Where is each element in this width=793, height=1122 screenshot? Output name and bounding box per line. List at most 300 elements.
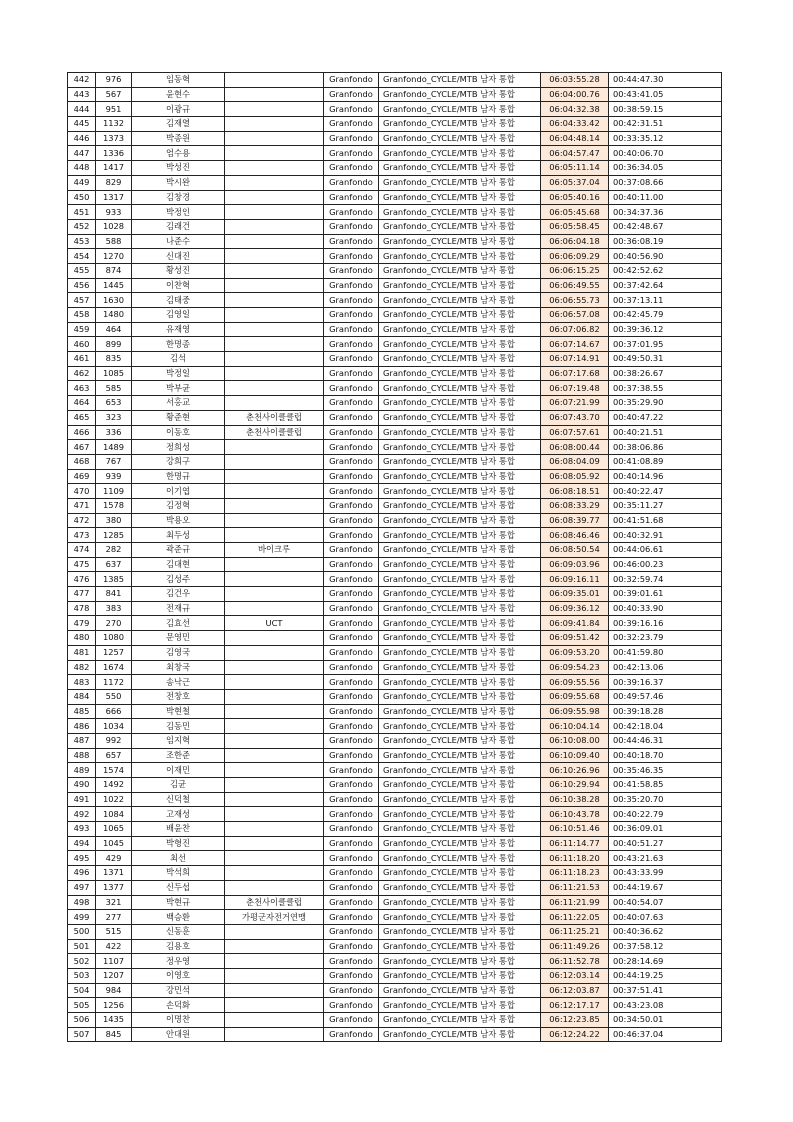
category-cell: Granfondo_CYCLE/MTB 남자 통합 [379, 219, 541, 234]
category-cell: Granfondo_CYCLE/MTB 남자 통합 [379, 660, 541, 675]
record-time-cell: 00:35:20.70 [609, 792, 722, 807]
record-time-cell: 00:43:41.05 [609, 87, 722, 102]
bib-cell: 874 [96, 263, 132, 278]
name-cell: 송낙근 [132, 675, 225, 690]
name-cell: 고재성 [132, 807, 225, 822]
record-time-cell: 00:40:22.79 [609, 807, 722, 822]
table-row [68, 205, 722, 220]
rank-cell: 453 [68, 234, 96, 249]
category-cell: Granfondo_CYCLE/MTB 남자 통합 [379, 117, 541, 132]
name-cell: 김성주 [132, 572, 225, 587]
name-cell: 김정혁 [132, 498, 225, 513]
table-row [68, 352, 722, 367]
bib-cell: 767 [96, 454, 132, 469]
name-cell: 강희구 [132, 454, 225, 469]
rank-cell: 501 [68, 939, 96, 954]
bib-cell: 1080 [96, 631, 132, 646]
rank-cell: 454 [68, 249, 96, 264]
table-row [68, 337, 722, 352]
table-row [68, 381, 722, 396]
rank-cell: 495 [68, 851, 96, 866]
bib-cell: 653 [96, 396, 132, 411]
finish-time-cell: 06:03:55.28 [541, 73, 609, 88]
club-cell [225, 234, 324, 249]
name-cell: 곽준규 [132, 543, 225, 558]
rank-cell: 490 [68, 778, 96, 793]
bib-cell: 270 [96, 616, 132, 631]
course-cell: Granfondo [324, 337, 379, 352]
category-cell: Granfondo_CYCLE/MTB 남자 통합 [379, 733, 541, 748]
table-row [68, 410, 722, 425]
category-cell: Granfondo_CYCLE/MTB 남자 통합 [379, 572, 541, 587]
course-cell: Granfondo [324, 924, 379, 939]
category-cell: Granfondo_CYCLE/MTB 남자 통합 [379, 308, 541, 323]
club-cell [225, 366, 324, 381]
finish-time-cell: 06:04:57.47 [541, 146, 609, 161]
record-time-cell: 00:44:19.25 [609, 968, 722, 983]
club-cell [225, 454, 324, 469]
bib-cell: 1109 [96, 484, 132, 499]
club-cell [225, 968, 324, 983]
rank-cell: 479 [68, 616, 96, 631]
club-cell [225, 322, 324, 337]
club-cell [225, 675, 324, 690]
name-cell: 박형진 [132, 836, 225, 851]
category-cell: Granfondo_CYCLE/MTB 남자 통합 [379, 748, 541, 763]
rank-cell: 493 [68, 822, 96, 837]
finish-time-cell: 06:10:09.40 [541, 748, 609, 763]
category-cell: Granfondo_CYCLE/MTB 남자 통합 [379, 645, 541, 660]
table-row [68, 968, 722, 983]
name-cell: 이찬혁 [132, 278, 225, 293]
record-time-cell: 00:40:14.96 [609, 469, 722, 484]
rank-cell: 483 [68, 675, 96, 690]
course-cell: Granfondo [324, 733, 379, 748]
record-time-cell: 00:42:31.51 [609, 117, 722, 132]
name-cell: 임동혁 [132, 73, 225, 88]
finish-time-cell: 06:10:08.00 [541, 733, 609, 748]
table-row [68, 234, 722, 249]
club-cell [225, 131, 324, 146]
table-row [68, 249, 722, 264]
category-cell: Granfondo_CYCLE/MTB 남자 통합 [379, 528, 541, 543]
course-cell: Granfondo [324, 660, 379, 675]
rank-cell: 480 [68, 631, 96, 646]
rank-cell: 482 [68, 660, 96, 675]
category-cell: Granfondo_CYCLE/MTB 남자 통합 [379, 778, 541, 793]
name-cell: 이동호 [132, 425, 225, 440]
course-cell: Granfondo [324, 968, 379, 983]
record-time-cell: 00:40:51.27 [609, 836, 722, 851]
category-cell: Granfondo_CYCLE/MTB 남자 통합 [379, 131, 541, 146]
record-time-cell: 00:42:48.67 [609, 219, 722, 234]
category-cell: Granfondo_CYCLE/MTB 남자 통합 [379, 704, 541, 719]
course-cell: Granfondo [324, 278, 379, 293]
record-time-cell: 00:40:07.63 [609, 910, 722, 925]
finish-time-cell: 06:08:39.77 [541, 513, 609, 528]
finish-time-cell: 06:07:17.68 [541, 366, 609, 381]
finish-time-cell: 06:09:55.56 [541, 675, 609, 690]
bib-cell: 829 [96, 175, 132, 190]
club-cell [225, 278, 324, 293]
record-time-cell: 00:43:23.08 [609, 998, 722, 1013]
name-cell: 박용오 [132, 513, 225, 528]
record-time-cell: 00:40:33.90 [609, 601, 722, 616]
category-cell: Granfondo_CYCLE/MTB 남자 통합 [379, 337, 541, 352]
record-time-cell: 00:35:29.90 [609, 396, 722, 411]
bib-cell: 321 [96, 895, 132, 910]
record-time-cell: 00:35:46.35 [609, 763, 722, 778]
name-cell: 박시완 [132, 175, 225, 190]
table-row [68, 704, 722, 719]
rank-cell: 452 [68, 219, 96, 234]
category-cell: Granfondo_CYCLE/MTB 남자 통합 [379, 968, 541, 983]
bib-cell: 1574 [96, 763, 132, 778]
record-time-cell: 00:33:35.12 [609, 131, 722, 146]
course-cell: Granfondo [324, 587, 379, 602]
table-row [68, 498, 722, 513]
rank-cell: 486 [68, 719, 96, 734]
club-cell [225, 748, 324, 763]
rank-cell: 503 [68, 968, 96, 983]
record-time-cell: 00:44:19.67 [609, 880, 722, 895]
bib-cell: 1317 [96, 190, 132, 205]
table-row [68, 645, 722, 660]
table-row [68, 587, 722, 602]
record-time-cell: 00:32:23.79 [609, 631, 722, 646]
category-cell: Granfondo_CYCLE/MTB 남자 통합 [379, 102, 541, 117]
name-cell: 서홍교 [132, 396, 225, 411]
finish-time-cell: 06:09:51.42 [541, 631, 609, 646]
course-cell: Granfondo [324, 175, 379, 190]
name-cell: 백승환 [132, 910, 225, 925]
rank-cell: 467 [68, 440, 96, 455]
rank-cell: 458 [68, 308, 96, 323]
category-cell: Granfondo_CYCLE/MTB 남자 통합 [379, 278, 541, 293]
finish-time-cell: 06:11:25.21 [541, 924, 609, 939]
bib-cell: 1256 [96, 998, 132, 1013]
finish-time-cell: 06:11:22.05 [541, 910, 609, 925]
finish-time-cell: 06:06:15.25 [541, 263, 609, 278]
category-cell: Granfondo_CYCLE/MTB 남자 통합 [379, 352, 541, 367]
club-cell [225, 689, 324, 704]
course-cell: Granfondo [324, 190, 379, 205]
record-time-cell: 00:38:06.86 [609, 440, 722, 455]
course-cell: Granfondo [324, 954, 379, 969]
course-cell: Granfondo [324, 102, 379, 117]
rank-cell: 502 [68, 954, 96, 969]
name-cell: 이명찬 [132, 1013, 225, 1028]
bib-cell: 464 [96, 322, 132, 337]
name-cell: 엄수용 [132, 146, 225, 161]
rank-cell: 494 [68, 836, 96, 851]
course-cell: Granfondo [324, 117, 379, 132]
table-row [68, 219, 722, 234]
finish-time-cell: 06:09:36.12 [541, 601, 609, 616]
club-cell [225, 381, 324, 396]
finish-time-cell: 06:09:55.98 [541, 704, 609, 719]
finish-time-cell: 06:11:14.77 [541, 836, 609, 851]
rank-cell: 463 [68, 381, 96, 396]
bib-cell: 567 [96, 87, 132, 102]
finish-time-cell: 06:08:46.46 [541, 528, 609, 543]
course-cell: Granfondo [324, 425, 379, 440]
table-row [68, 631, 722, 646]
bib-cell: 845 [96, 1027, 132, 1042]
table-row [68, 161, 722, 176]
rank-cell: 492 [68, 807, 96, 822]
rank-cell: 484 [68, 689, 96, 704]
name-cell: 김동민 [132, 719, 225, 734]
rank-cell: 481 [68, 645, 96, 660]
bib-cell: 1445 [96, 278, 132, 293]
rank-cell: 485 [68, 704, 96, 719]
rank-cell: 444 [68, 102, 96, 117]
club-cell [225, 293, 324, 308]
finish-time-cell: 06:09:53.20 [541, 645, 609, 660]
record-time-cell: 00:40:47.22 [609, 410, 722, 425]
table-row [68, 733, 722, 748]
club-cell [225, 587, 324, 602]
record-time-cell: 00:28:14.69 [609, 954, 722, 969]
rank-cell: 507 [68, 1027, 96, 1042]
name-cell: 김효선 [132, 616, 225, 631]
name-cell: 최창국 [132, 660, 225, 675]
category-cell: Granfondo_CYCLE/MTB 남자 통합 [379, 425, 541, 440]
club-cell [225, 572, 324, 587]
course-cell: Granfondo [324, 778, 379, 793]
course-cell: Granfondo [324, 219, 379, 234]
club-cell: 가평군자전거연맹 [225, 910, 324, 925]
name-cell: 배윤찬 [132, 822, 225, 837]
table-row [68, 924, 722, 939]
category-cell: Granfondo_CYCLE/MTB 남자 통합 [379, 146, 541, 161]
name-cell: 김건우 [132, 587, 225, 602]
bib-cell: 976 [96, 73, 132, 88]
course-cell: Granfondo [324, 469, 379, 484]
finish-time-cell: 06:06:49.55 [541, 278, 609, 293]
bib-cell: 1065 [96, 822, 132, 837]
club-cell [225, 807, 324, 822]
record-time-cell: 00:37:51.41 [609, 983, 722, 998]
table-row [68, 1027, 722, 1042]
category-cell: Granfondo_CYCLE/MTB 남자 통합 [379, 410, 541, 425]
course-cell: Granfondo [324, 528, 379, 543]
category-cell: Granfondo_CYCLE/MTB 남자 통합 [379, 498, 541, 513]
rank-cell: 500 [68, 924, 96, 939]
name-cell: 김대현 [132, 557, 225, 572]
category-cell: Granfondo_CYCLE/MTB 남자 통합 [379, 631, 541, 646]
finish-time-cell: 06:11:18.23 [541, 866, 609, 881]
rank-cell: 476 [68, 572, 96, 587]
bib-cell: 1285 [96, 528, 132, 543]
category-cell: Granfondo_CYCLE/MTB 남자 통합 [379, 366, 541, 381]
record-time-cell: 00:42:18.04 [609, 719, 722, 734]
finish-time-cell: 06:06:55.73 [541, 293, 609, 308]
finish-time-cell: 06:12:03.87 [541, 983, 609, 998]
course-cell: Granfondo [324, 352, 379, 367]
bib-cell: 383 [96, 601, 132, 616]
table-row [68, 263, 722, 278]
finish-time-cell: 06:12:17.17 [541, 998, 609, 1013]
rank-cell: 459 [68, 322, 96, 337]
rank-cell: 504 [68, 983, 96, 998]
name-cell: 신덕철 [132, 792, 225, 807]
club-cell: 바이크루 [225, 543, 324, 558]
record-time-cell: 00:44:47.30 [609, 73, 722, 88]
name-cell: 신대진 [132, 249, 225, 264]
category-cell: Granfondo_CYCLE/MTB 남자 통합 [379, 1013, 541, 1028]
name-cell: 김창경 [132, 190, 225, 205]
record-time-cell: 00:43:33.99 [609, 866, 722, 881]
course-cell: Granfondo [324, 998, 379, 1013]
category-cell: Granfondo_CYCLE/MTB 남자 통합 [379, 689, 541, 704]
bib-cell: 588 [96, 234, 132, 249]
rank-cell: 489 [68, 763, 96, 778]
record-time-cell: 00:40:21.51 [609, 425, 722, 440]
record-time-cell: 00:39:36.12 [609, 322, 722, 337]
record-time-cell: 00:38:26.67 [609, 366, 722, 381]
bib-cell: 835 [96, 352, 132, 367]
finish-time-cell: 06:08:05.92 [541, 469, 609, 484]
bib-cell: 1207 [96, 968, 132, 983]
rank-cell: 449 [68, 175, 96, 190]
record-time-cell: 00:36:08.19 [609, 234, 722, 249]
name-cell: 김석 [132, 352, 225, 367]
course-cell: Granfondo [324, 410, 379, 425]
club-cell [225, 880, 324, 895]
course-cell: Granfondo [324, 293, 379, 308]
finish-time-cell: 06:12:23.85 [541, 1013, 609, 1028]
record-time-cell: 00:40:36.62 [609, 924, 722, 939]
bib-cell: 841 [96, 587, 132, 602]
table-row [68, 880, 722, 895]
bib-cell: 1578 [96, 498, 132, 513]
category-cell: Granfondo_CYCLE/MTB 남자 통합 [379, 484, 541, 499]
name-cell: 최선 [132, 851, 225, 866]
bib-cell: 951 [96, 102, 132, 117]
course-cell: Granfondo [324, 234, 379, 249]
rank-cell: 468 [68, 454, 96, 469]
club-cell [225, 763, 324, 778]
course-cell: Granfondo [324, 601, 379, 616]
club-cell [225, 263, 324, 278]
name-cell: 박현규 [132, 895, 225, 910]
bib-cell: 282 [96, 543, 132, 558]
category-cell: Granfondo_CYCLE/MTB 남자 통합 [379, 205, 541, 220]
table-row [68, 954, 722, 969]
name-cell: 윤현수 [132, 87, 225, 102]
table-row [68, 543, 722, 558]
table-row [68, 278, 722, 293]
course-cell: Granfondo [324, 675, 379, 690]
record-time-cell: 00:41:59.80 [609, 645, 722, 660]
course-cell: Granfondo [324, 939, 379, 954]
name-cell: 김영국 [132, 645, 225, 660]
name-cell: 황준현 [132, 410, 225, 425]
course-cell: Granfondo [324, 822, 379, 837]
bib-cell: 1630 [96, 293, 132, 308]
club-cell [225, 822, 324, 837]
finish-time-cell: 06:12:03.14 [541, 968, 609, 983]
rank-cell: 465 [68, 410, 96, 425]
rank-cell: 445 [68, 117, 96, 132]
finish-time-cell: 06:08:00.44 [541, 440, 609, 455]
course-cell: Granfondo [324, 381, 379, 396]
category-cell: Granfondo_CYCLE/MTB 남자 통합 [379, 175, 541, 190]
rank-cell: 472 [68, 513, 96, 528]
category-cell: Granfondo_CYCLE/MTB 남자 통합 [379, 866, 541, 881]
club-cell [225, 337, 324, 352]
name-cell: 정우영 [132, 954, 225, 969]
name-cell: 손덕화 [132, 998, 225, 1013]
club-cell [225, 631, 324, 646]
bib-cell: 1417 [96, 161, 132, 176]
rank-cell: 462 [68, 366, 96, 381]
club-cell [225, 528, 324, 543]
table-row [68, 910, 722, 925]
course-cell: Granfondo [324, 807, 379, 822]
finish-time-cell: 06:10:43.78 [541, 807, 609, 822]
category-cell: Granfondo_CYCLE/MTB 남자 통합 [379, 1027, 541, 1042]
finish-time-cell: 06:05:45.68 [541, 205, 609, 220]
club-cell [225, 146, 324, 161]
course-cell: Granfondo [324, 161, 379, 176]
rank-cell: 447 [68, 146, 96, 161]
record-time-cell: 00:40:22.47 [609, 484, 722, 499]
bib-cell: 1132 [96, 117, 132, 132]
course-cell: Granfondo [324, 763, 379, 778]
course-cell: Granfondo [324, 205, 379, 220]
finish-time-cell: 06:10:38.28 [541, 792, 609, 807]
record-time-cell: 00:49:50.31 [609, 352, 722, 367]
bib-cell: 1028 [96, 219, 132, 234]
bib-cell: 1257 [96, 645, 132, 660]
bib-cell: 1022 [96, 792, 132, 807]
name-cell: 박현철 [132, 704, 225, 719]
finish-time-cell: 06:04:32.38 [541, 102, 609, 117]
club-cell [225, 175, 324, 190]
finish-time-cell: 06:04:33.42 [541, 117, 609, 132]
rank-cell: 456 [68, 278, 96, 293]
club-cell [225, 469, 324, 484]
club-cell [225, 249, 324, 264]
record-time-cell: 00:41:08.89 [609, 454, 722, 469]
club-cell [225, 924, 324, 939]
finish-time-cell: 06:05:37.04 [541, 175, 609, 190]
club-cell [225, 998, 324, 1013]
table-row [68, 175, 722, 190]
club-cell: 춘천사이클클럽 [225, 410, 324, 425]
club-cell: UCT [225, 616, 324, 631]
course-cell: Granfondo [324, 572, 379, 587]
finish-time-cell: 06:09:16.11 [541, 572, 609, 587]
rank-cell: 478 [68, 601, 96, 616]
bib-cell: 515 [96, 924, 132, 939]
rank-cell: 448 [68, 161, 96, 176]
bib-cell: 1085 [96, 366, 132, 381]
bib-cell: 1480 [96, 308, 132, 323]
category-cell: Granfondo_CYCLE/MTB 남자 통합 [379, 249, 541, 264]
category-cell: Granfondo_CYCLE/MTB 남자 통합 [379, 616, 541, 631]
record-time-cell: 00:38:59.15 [609, 102, 722, 117]
name-cell: 이기엽 [132, 484, 225, 499]
club-cell [225, 778, 324, 793]
name-cell: 김래건 [132, 219, 225, 234]
name-cell: 전창호 [132, 689, 225, 704]
category-cell: Granfondo_CYCLE/MTB 남자 통합 [379, 557, 541, 572]
course-cell: Granfondo [324, 836, 379, 851]
